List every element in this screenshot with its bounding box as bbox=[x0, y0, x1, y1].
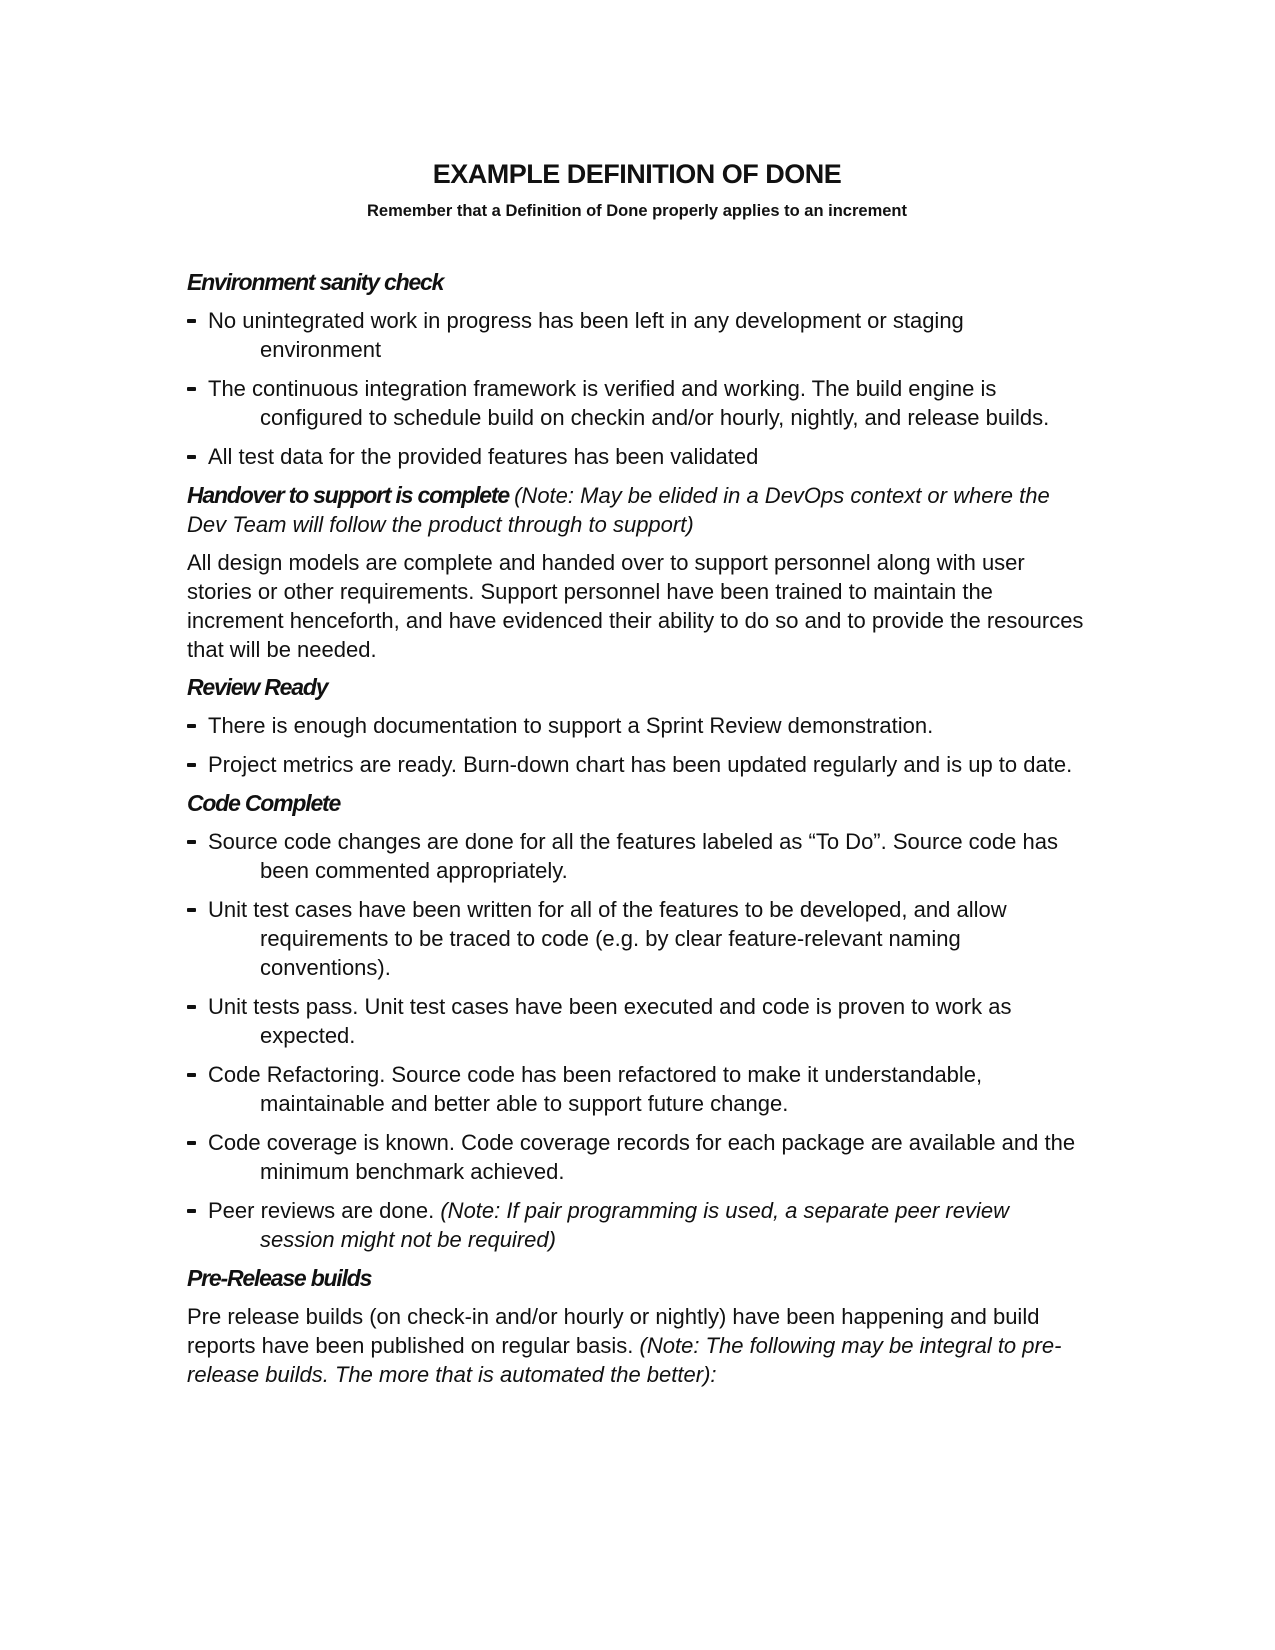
section-heading-prerelease: Pre-Release builds bbox=[187, 1265, 372, 1291]
list-item: All test data for the provided features has been validated bbox=[187, 442, 1087, 471]
peer-review-text: Peer reviews are done. bbox=[208, 1198, 435, 1223]
list-item: There is enough documentation to support a Sprint Review demonstration. bbox=[187, 711, 1087, 740]
section-heading-environment: Environment sanity check bbox=[187, 269, 444, 295]
peer-review-note: (Note: If pair programming is used, a separate peer review session might not be required) bbox=[260, 1198, 1009, 1252]
handover-paragraph: All design models are complete and handed over to support personnel along with user stories or other requirements. Support personnel have been trained to maintain the increment henceforth, and have evidenced their ability to do so and to provide the resources that will be needed. bbox=[187, 550, 1084, 662]
list-item: Code Refactoring. Source code has been refactored to make it understandable, maintainable and better able to support future change. bbox=[187, 1060, 1087, 1118]
code-list bbox=[187, 827, 1087, 1254]
list-item: Code coverage is known. Code coverage records for each package are available and the minimum benchmark achieved. bbox=[187, 1128, 1087, 1186]
section-heading-handover bbox=[187, 481, 1087, 539]
prerelease-note: (Note: The following may be integral to pre-release builds. The more that is automated the better): bbox=[187, 1333, 1062, 1387]
list-item: Project metrics are ready. Burn-down chart has been updated regularly and is up to date. bbox=[187, 750, 1087, 779]
list-item: Unit test cases have been written for all of the features to be developed, and allow requirements to be traced to code (e.g. by clear feature-relevant naming conventions). bbox=[187, 895, 1087, 982]
review-list bbox=[187, 711, 1087, 779]
list-item: Source code changes are done for all the features labeled as “To Do”. Source code has been commented appropriately. bbox=[187, 827, 1087, 885]
prerelease-paragraph bbox=[187, 1302, 1087, 1389]
handover-heading-text: Handover to support is complete bbox=[187, 482, 509, 508]
list-item-peer-review bbox=[187, 1196, 1087, 1254]
environment-list bbox=[187, 306, 1087, 471]
document-subtitle: Remember that a Definition of Done properly applies to an increment bbox=[366, 202, 907, 220]
list-item: Unit tests pass. Unit test cases have been executed and code is proven to work as expected. bbox=[187, 992, 1087, 1050]
list-item: No unintegrated work in progress has been left in any development or staging environment bbox=[187, 306, 1087, 364]
prerelease-text: Pre release builds (on check-in and/or hourly or nightly) have been happening and build reports have been published on regular basis. bbox=[187, 1304, 1040, 1358]
section-heading-review: Review Ready bbox=[187, 674, 328, 700]
document-title: EXAMPLE DEFINITION OF DONE bbox=[432, 159, 842, 189]
document-page bbox=[187, 158, 1087, 1398]
section-heading-code: Code Complete bbox=[187, 790, 341, 816]
list-item: The continuous integration framework is verified and working. The build engine is configured to schedule build on checkin and/or hourly, nightly, and release builds. bbox=[187, 374, 1087, 432]
handover-heading-note: (Note: May be elided in a DevOps context or where the Dev Team will follow the product through to support) bbox=[187, 483, 1050, 537]
